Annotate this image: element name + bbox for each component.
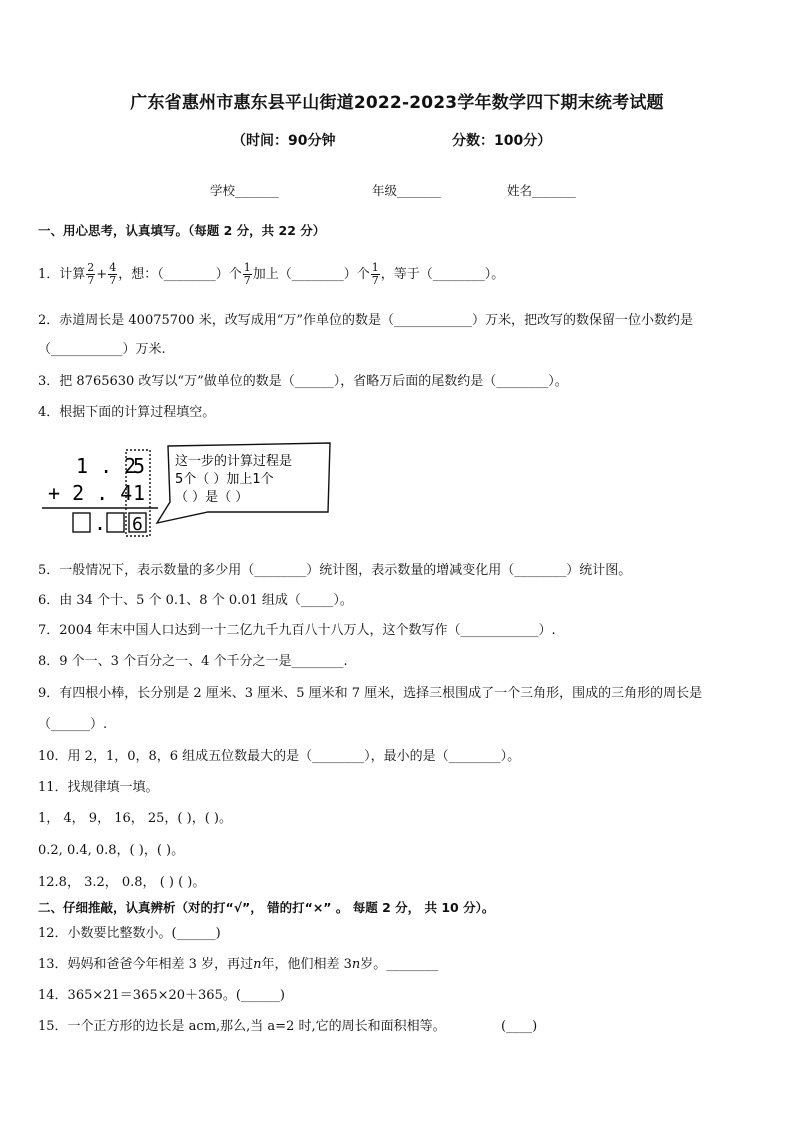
exam-score: 分数：100分）: [452, 133, 552, 149]
question-12: 12．小数要比整数小。(______): [38, 926, 221, 941]
grade-field[interactable]: 年级_______: [372, 183, 441, 198]
question-3: 3．把 8765630 改写以“万”做单位的数是（______），省略万后面的尾数约是（________）。: [38, 374, 568, 389]
question-4: 4．根据下面的计算过程填空。: [38, 405, 216, 420]
sequence-3: 12.8， 3.2， 0.8， ( ) ( )。: [38, 875, 206, 890]
variable-n: n: [351, 957, 361, 972]
addition-diagram-svg: [40, 440, 340, 540]
section-1-title: 一、用心思考，认真填写。（每题 2 分，共 22 分）: [38, 223, 326, 238]
question-1: [38, 260, 504, 290]
q1-suffix: ，等于（________）。: [380, 267, 505, 282]
bubble-line-1: 这一步的计算过程是: [175, 454, 293, 469]
question-2-line-1: 2．赤道周长是 40075700 米，改写成用“万”作单位的数是（____________）万米，把改写的数保留一位小数约是: [38, 313, 693, 328]
plus-sign: +: [96, 267, 108, 282]
question-10: 10．用 2，1，0，8，6 组成五位数最大的是（________），最小的是（________）。: [38, 749, 521, 764]
sequence-2: 0.2, 0.4, 0.8，( )，( )。: [38, 843, 185, 858]
addend-1: 1 . 2: [76, 454, 137, 478]
q1-prefix: 1．计算: [38, 267, 86, 282]
addend-1-last-digit: 5: [133, 454, 146, 478]
addition-diagram: [40, 440, 340, 540]
q15-answer-blank[interactable]: (____): [501, 1019, 538, 1034]
school-field[interactable]: 学校_______: [210, 183, 279, 198]
section-2-title: 二、仔细推敲，认真辨析（对的打“√”， 错的打“×” 。 每题 2 分， 共 10 分）。: [38, 900, 495, 915]
fraction: $\frac{2}{7}$: [87, 261, 95, 287]
question-5: 5．一般情况下，表示数量的多少用（________）统计图，表示数量的增减变化用（________）统计图。: [38, 563, 632, 578]
exam-time: （时间：90分钟: [232, 133, 336, 149]
question-2-line-2: （___________）万米.: [38, 342, 166, 357]
addend-2-last-digit: 1: [133, 481, 146, 505]
question-14: 14．365×21＝365×20＋365。(______): [38, 988, 285, 1003]
question-8: 8．9 个一、3 个百分之一、4 个千分之一是________.: [38, 654, 348, 669]
page-title: 广东省惠州市惠东县平山街道2022-2023学年数学四下期末统考试题: [130, 93, 664, 113]
answer-box-tenths: [107, 513, 124, 532]
q1-mid-1: ，想：（________）个: [118, 267, 242, 282]
fraction: $\frac{1}{7}$: [243, 261, 251, 287]
result-digit: 6: [132, 514, 143, 535]
addend-2: + 2 . 4: [48, 481, 133, 505]
bubble-line-3: （ ）是（ ）: [175, 490, 249, 505]
sequence-1: 1， 4， 9， 16， 25，( )，( )。: [38, 811, 232, 826]
bubble-line-2: 5个（ ）加上1个: [175, 472, 274, 487]
question-11: 11．找规律填一填。: [38, 780, 159, 795]
name-field[interactable]: 姓名_______: [507, 183, 576, 198]
fraction: $\frac{1}{7}$: [371, 261, 379, 287]
question-6: 6．由 34 个十、5 个 0.1、8 个 0.01 组成（_____）。: [38, 593, 353, 608]
q13-part-1: 13．妈妈和爸爸今年相差 3 岁，再过: [38, 957, 254, 972]
question-15: 15．一个正方形的边长是 acm,那么,当 a=2 时,它的周长和面积相等。: [38, 1019, 446, 1034]
question-7: 7．2004 年末中国人口达到一十二亿九千九百八十八万人，这个数写作（____________）.: [38, 623, 556, 638]
result-decimal-point: .: [94, 511, 107, 535]
q13-part-3: 岁。________: [360, 957, 439, 972]
q1-mid-2: 加上（________）个: [252, 267, 370, 282]
fraction: $\frac{4}{7}$: [109, 261, 117, 287]
question-9-line-1: 9．有四根小棒，长分别是 2 厘米、3 厘米、5 厘米和 7 厘米，选择三根围成了一个三角形，围成的三角形的周长是: [38, 686, 703, 701]
variable-n: n: [253, 957, 262, 972]
question-9-line-2: （______）.: [38, 717, 108, 732]
answer-box-ones: [73, 513, 90, 532]
question-13: [38, 955, 438, 975]
q13-part-2: 年，他们相差 3: [261, 957, 352, 972]
